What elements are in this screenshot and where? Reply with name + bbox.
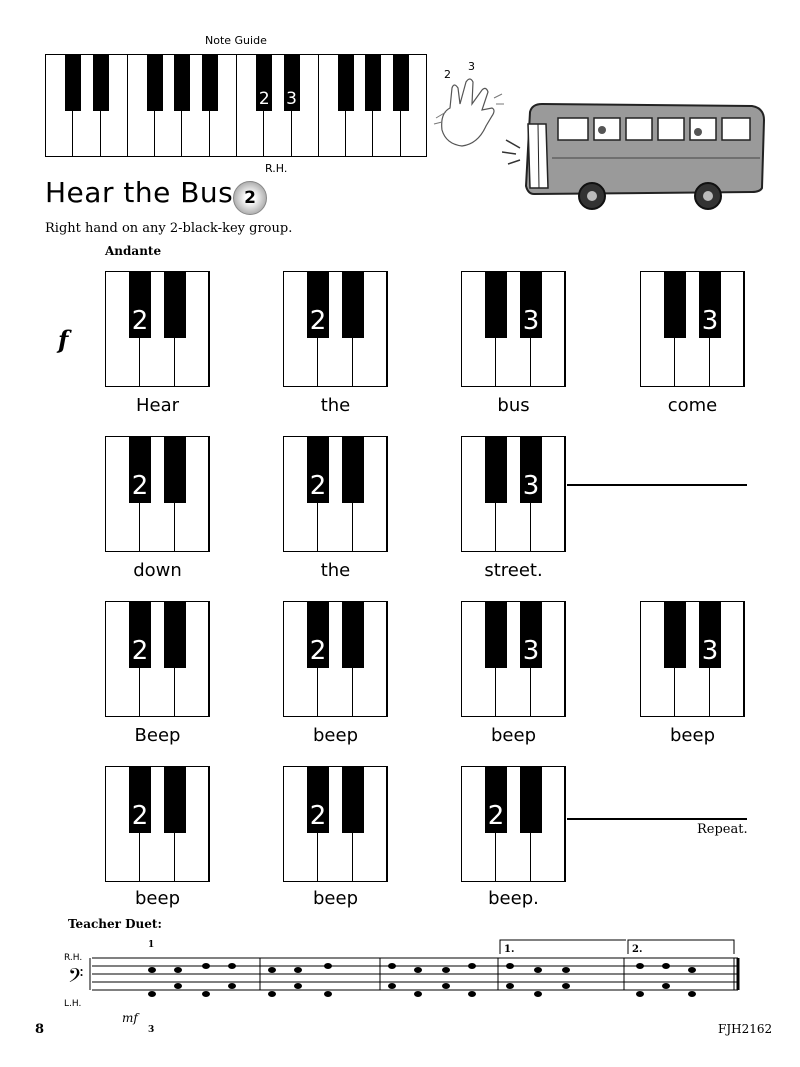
bus-illustration — [502, 100, 770, 212]
black-key — [699, 602, 721, 668]
treble-note — [414, 967, 422, 973]
black-key — [520, 767, 542, 833]
duet-lh-label: L.H. — [64, 999, 82, 1009]
bass-note — [636, 991, 644, 997]
hand-finger-3: 3 — [468, 60, 475, 73]
key-diagram — [283, 436, 388, 552]
finger-number: 2 — [309, 636, 327, 666]
right-hand-label: R.H. — [265, 162, 288, 175]
black-key — [307, 767, 329, 833]
black-key — [164, 437, 186, 503]
page-number: 8 — [35, 1022, 45, 1037]
finger-number: 3 — [522, 306, 540, 336]
black-key — [307, 602, 329, 668]
note-guide-black-key — [365, 55, 381, 111]
key-diagram — [640, 271, 745, 387]
lyric-word: come — [667, 395, 718, 416]
ending-2: 2. — [632, 944, 643, 955]
note-guide-finger-3: 3 — [286, 89, 297, 109]
bass-note — [534, 991, 542, 997]
black-key — [129, 767, 151, 833]
note-guide-black-key — [256, 55, 272, 111]
finger-number: 3 — [701, 636, 719, 666]
finger-number: 3 — [522, 471, 540, 501]
lyric-word: Hear — [135, 395, 180, 416]
bass-note — [388, 983, 396, 989]
lyric-word: Beep — [134, 725, 181, 746]
bass-note — [294, 983, 302, 989]
black-key — [520, 272, 542, 338]
teacher-duet-staff — [62, 936, 742, 1036]
tempo-marking: Andante — [105, 244, 162, 258]
bass-note — [688, 991, 696, 997]
hand-finger-2: 2 — [444, 68, 451, 81]
black-key — [129, 437, 151, 503]
bass-clef-icon: 𝄢 — [68, 964, 84, 992]
bass-note — [324, 991, 332, 997]
finger-number: 3 — [522, 636, 540, 666]
repeat-label: Repeat. — [697, 822, 748, 837]
black-key — [485, 272, 507, 338]
lyric-word: beep — [670, 725, 715, 746]
treble-note — [534, 967, 542, 973]
treble-note — [506, 963, 514, 969]
black-key — [307, 272, 329, 338]
song-title: Hear the Bus — [45, 176, 234, 209]
lyric-word: beep — [313, 888, 358, 909]
black-key — [164, 272, 186, 338]
finger-number: 2 — [309, 801, 327, 831]
treble-note — [688, 967, 696, 973]
black-key — [342, 437, 364, 503]
note-guide-black-key — [65, 55, 81, 111]
key-diagram — [283, 271, 388, 387]
treble-note — [388, 963, 396, 969]
treble-note — [442, 967, 450, 973]
note-guide-label: Note Guide — [205, 34, 267, 47]
black-key — [520, 602, 542, 668]
bass-note — [268, 991, 276, 997]
key-diagram — [461, 436, 566, 552]
lyric-word: the — [320, 395, 351, 416]
black-key — [342, 602, 364, 668]
fingering-top: 1 — [148, 940, 155, 950]
note-guide-black-key — [338, 55, 354, 111]
key-diagram — [105, 271, 210, 387]
finger-number: 2 — [131, 801, 149, 831]
bass-note — [202, 991, 210, 997]
bass-note — [228, 983, 236, 989]
treble-note — [324, 963, 332, 969]
note-guide-black-key — [147, 55, 163, 111]
black-key — [664, 602, 686, 668]
lyric-word: bus — [497, 395, 530, 416]
cd-track-number: 2 — [244, 188, 256, 208]
finger-number: 2 — [309, 306, 327, 336]
treble-note — [174, 967, 182, 973]
note-guide-black-key — [284, 55, 300, 111]
lyric-word: beep. — [488, 888, 539, 909]
black-key — [164, 767, 186, 833]
bass-note — [662, 983, 670, 989]
dynamic-marking: f — [58, 325, 69, 354]
key-diagram — [640, 601, 745, 717]
bass-note — [442, 983, 450, 989]
black-key — [699, 272, 721, 338]
duet-dynamic: mf — [122, 1011, 138, 1025]
instruction-text: Right hand on any 2-black-key group. — [45, 221, 293, 236]
black-key — [307, 437, 329, 503]
bass-note — [562, 983, 570, 989]
bass-note — [148, 991, 156, 997]
finger-number: 3 — [701, 306, 719, 336]
finger-number: 2 — [131, 636, 149, 666]
finger-number: 2 — [131, 306, 149, 336]
bass-note — [174, 983, 182, 989]
treble-note — [228, 963, 236, 969]
bass-note — [506, 983, 514, 989]
black-key — [342, 767, 364, 833]
black-key — [664, 272, 686, 338]
fingering-bottom: 3 — [148, 1025, 155, 1035]
treble-note — [294, 967, 302, 973]
catalog-code: FJH2162 — [718, 1022, 773, 1036]
black-key — [520, 437, 542, 503]
note-guide-black-key — [93, 55, 109, 111]
ending-1: 1. — [504, 944, 515, 955]
treble-note — [268, 967, 276, 973]
cd-track-icon — [233, 181, 267, 215]
bass-note — [414, 991, 422, 997]
lyric-word: street. — [484, 560, 543, 581]
note-guide-black-key — [393, 55, 409, 111]
black-key — [485, 437, 507, 503]
black-key — [485, 767, 507, 833]
key-diagram — [105, 766, 210, 882]
key-diagram — [461, 601, 566, 717]
black-key — [164, 602, 186, 668]
key-diagram — [105, 601, 210, 717]
key-diagram — [105, 436, 210, 552]
note-guide-finger-2: 2 — [258, 89, 270, 109]
lyric-word: beep — [313, 725, 358, 746]
black-key — [129, 272, 151, 338]
treble-note — [636, 963, 644, 969]
finger-number: 2 — [131, 471, 149, 501]
note-guide-black-key — [202, 55, 218, 111]
sustain-line-row-2 — [567, 484, 747, 486]
black-key — [342, 272, 364, 338]
duet-rh-label: R.H. — [64, 953, 83, 963]
bass-note — [468, 991, 476, 997]
treble-note — [148, 967, 156, 973]
black-key — [129, 602, 151, 668]
finger-number: 2 — [309, 471, 327, 501]
treble-note — [562, 967, 570, 973]
note-guide-keyboard — [45, 54, 427, 157]
finger-number: 2 — [487, 801, 505, 831]
key-diagram — [461, 271, 566, 387]
lyric-word: the — [320, 560, 351, 581]
treble-note — [468, 963, 476, 969]
key-diagram — [283, 601, 388, 717]
teacher-duet-label: Teacher Duet: — [68, 917, 162, 931]
treble-note — [662, 963, 670, 969]
sustain-line-row-4 — [567, 818, 747, 820]
key-diagram — [461, 766, 566, 882]
lyric-word: down — [133, 560, 182, 581]
black-key — [485, 602, 507, 668]
lyric-word: beep — [491, 725, 536, 746]
treble-note — [202, 963, 210, 969]
lyric-word: beep — [135, 888, 180, 909]
note-guide-black-key — [174, 55, 190, 111]
key-diagram — [283, 766, 388, 882]
